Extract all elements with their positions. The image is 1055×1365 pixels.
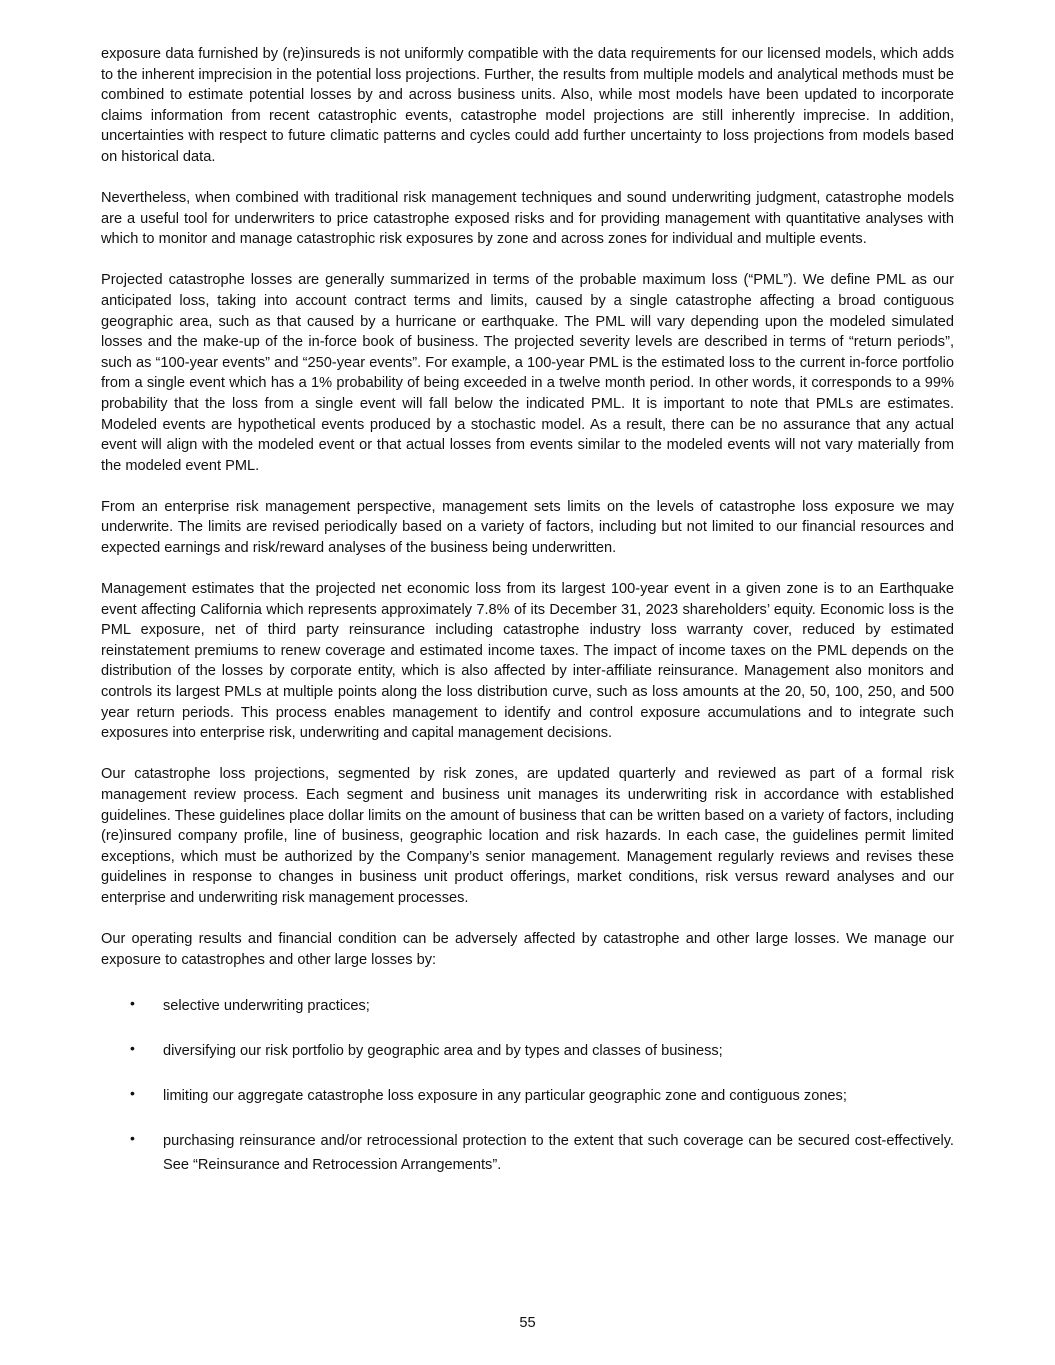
list-item: [101, 1039, 954, 1063]
exposure-management-list: [101, 994, 954, 1177]
document-body: [101, 44, 954, 1198]
list-item-text: selective underwriting practices;: [163, 998, 370, 1015]
list-item: [101, 1084, 954, 1108]
bullet-icon: •: [130, 995, 135, 1012]
paragraph-enterprise-risk: From an enterprise risk management perspective, management sets limits on the levels of catastrophe loss exposure we may underwrite. The limits are revised periodically based on a variety of factors, including but not limited to our financial resources and expected earnings and risk/reward analyses of the business being underwritten.: [101, 498, 954, 556]
paragraph-catastrophe-models: Nevertheless, when combined with traditional risk management techniques and sound underwriting judgment, catastrophe models are a useful tool for underwriters to price catastrophe exposed risks and for providing management with quantitative analyses with which to monitor and manage catastrophic risk exposures by zone and across zones for individual and multiple events.: [101, 190, 954, 248]
list-item-text: purchasing reinsurance and/or retrocessional protection to the extent that such coverage can be secured cost-effectively. See “Reinsurance and Retrocession Arrangements”.: [163, 1133, 954, 1174]
paragraph-model-imprecision: exposure data furnished by (re)insureds is not uniformly compatible with the data requirements for our licensed models, which adds to the inherent imprecision in the potential loss projections. Further, the results from multiple models and analytical methods must be combined to estimate potential losses by and across business units. Also, while most models have been updated to incorporate claims information from recent catastrophic events, catastrophe model projections are still inherently imprecise. In addition, uncertainties with respect to future climatic patterns and cycles could add further uncertainty to loss projections from models based on historical data.: [101, 46, 954, 165]
bullet-icon: •: [130, 1040, 135, 1057]
page-number: 55: [519, 1315, 536, 1331]
paragraph-loss-projections: Our catastrophe loss projections, segmented by risk zones, are updated quarterly and reviewed as part of a formal risk management review process. Each segment and business unit manages its underwriting risk in accordance with established guidelines. These guidelines place dollar limits on the amount of business that can be written based on a variety of factors, including (re)insured company profile, line of business, geographic location and risk hazards. In each case, the guidelines permit limited exceptions, which must be authorized by the Company’s senior management. Management regularly reviews and revises these guidelines in response to changes in business unit product offerings, market conditions, risk versus reward analyses and our enterprise and underwriting risk management processes.: [101, 766, 954, 906]
paragraph-economic-loss: Management estimates that the projected net economic loss from its largest 100-year event in a given zone is to an Earthquake event affecting California which represents approximately 7.8% of its December 31, 2023 shareholders’ equity. Economic loss is the PML exposure, net of third party reinsurance including catastrophe industry loss warranty cover, reduced by estimated reinstatement premiums to renew coverage and estimated income taxes. The impact of income taxes on the PML depends on the distribution of the losses by corporate entity, which is also affected by inter-affiliate reinsurance. Management also monitors and controls its largest PMLs at multiple points along the loss distribution curve, such as loss amounts at the 20, 50, 100, 250, and 500 year return periods. This process enables management to identify and control exposure accumulations and to integrate such exposures into enterprise risk, underwriting and capital management decisions.: [101, 581, 954, 742]
bullet-icon: •: [130, 1130, 135, 1147]
bullet-icon: •: [130, 1085, 135, 1102]
list-item-text: diversifying our risk portfolio by geographic area and by types and classes of business;: [163, 1043, 723, 1060]
paragraph-operating-results: Our operating results and financial condition can be adversely affected by catastrophe and other large losses. We manage our exposure to catastrophes and other large losses by:: [101, 930, 954, 968]
paragraph-pml-definition: Projected catastrophe losses are generally summarized in terms of the probable maximum loss (“PML”). We define PML as our anticipated loss, taking into account contract terms and limits, caused by a single catastrophe affecting a broad contiguous geographic area, such as that caused by a hurricane or earthquake. The PML will vary depending upon the modeled simulated losses and the make-up of the in-force book of business. The projected severity levels are described in terms of “return periods”, such as “100-year events” and “250-year events”. For example, a 100-year PML is the estimated loss to the current in-force portfolio from a single event which has a 1% probability of being exceeded in a twelve month period. In other words, it corresponds to a 99% probability that the loss from a single event will fall below the indicated PML. It is important to note that PMLs are estimates. Modeled events are hypothetical events produced by a stochastic model. As a result, there can be no assurance that any actual event will align with the modeled event or that actual losses from events similar to the modeled events will not vary materially from the modeled event PML.: [101, 272, 954, 474]
list-item: [101, 994, 954, 1018]
list-item: [101, 1129, 954, 1177]
list-item-text: limiting our aggregate catastrophe loss exposure in any particular geographic zone and contiguous zones;: [163, 1088, 847, 1105]
